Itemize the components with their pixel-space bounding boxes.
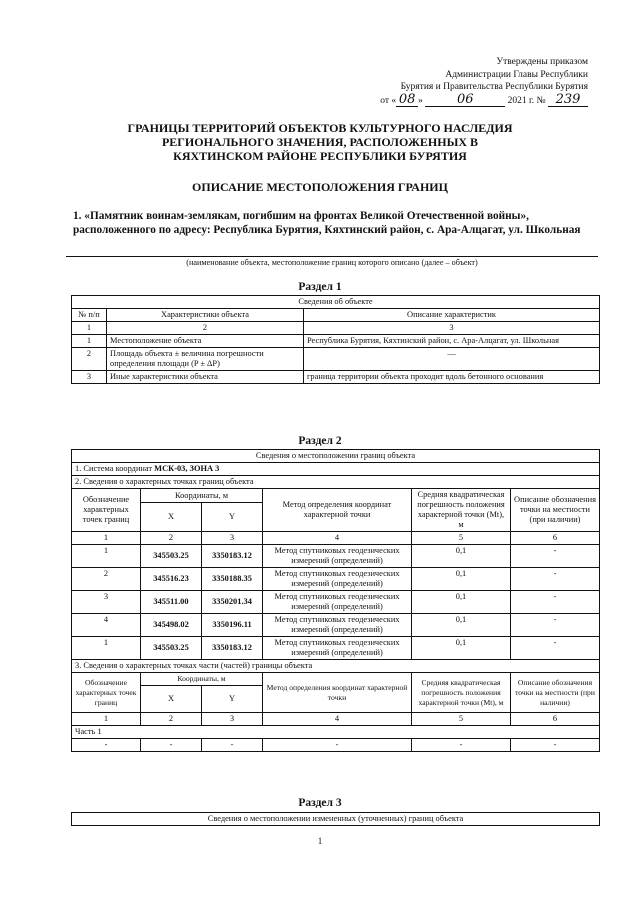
coord-x: 345498.02 [141, 614, 202, 637]
table-row [72, 348, 600, 371]
marker: - [511, 637, 600, 660]
approval-line-1: Утверждены приказом [496, 57, 588, 67]
coord-system [72, 463, 600, 476]
col-header: Обозначение характерных точек границ [72, 489, 141, 532]
part-cell: - [202, 739, 263, 752]
col-number: 5 [412, 532, 511, 545]
table-row [72, 591, 600, 614]
object-note: (наименование объекта, местоположение границ которого описано (далее – объект) [66, 256, 598, 267]
table-row [72, 614, 600, 637]
points-caption: 2. Сведения о характерных точках границ объекта [72, 476, 600, 489]
marker: - [511, 545, 600, 568]
col-number: 1 [72, 322, 107, 335]
method: Метод спутниковых геодезических измерений (определений) [263, 568, 412, 591]
row-name: Иные характеристики объекта [107, 371, 304, 384]
approval-day: 08 [396, 94, 418, 108]
row-desc: — [304, 348, 600, 371]
point-id: 2 [72, 568, 141, 591]
point-id: 4 [72, 614, 141, 637]
part-cell: - [412, 739, 511, 752]
col-header: Координаты, м [141, 673, 263, 686]
col-header: Метод определения координат характерной точки [263, 673, 412, 713]
table-row [72, 335, 600, 348]
marker: - [511, 591, 600, 614]
col-number: 6 [511, 532, 600, 545]
row-number: 3 [72, 371, 107, 384]
method: Метод спутниковых геодезических измерений (определений) [263, 545, 412, 568]
coord-y: 3350196.11 [202, 614, 263, 637]
coord-system-value: МСК-03, ЗОНА 3 [154, 464, 220, 473]
accuracy: 0,1 [412, 614, 511, 637]
col-number: 4 [263, 713, 412, 726]
section-3-heading: Раздел 3 [298, 797, 342, 809]
col-header: Обозначение характерных точек границ [72, 673, 141, 713]
row-desc: граница территории объекта проходит вдоль бетонного основания [304, 371, 600, 384]
part-cell: - [263, 739, 412, 752]
part-cell: - [511, 739, 600, 752]
coord-x: 345511.00 [141, 591, 202, 614]
col-header: Средняя квадратическая погрешность положения характерной точки (Mt), м [412, 489, 511, 532]
table-caption: Сведения о местоположении границ объекта [72, 450, 600, 463]
approval-line-3: Бурятия и Правительства Республики Бурятия [400, 82, 588, 92]
accuracy: 0,1 [412, 591, 511, 614]
part-cell: - [141, 739, 202, 752]
col-header: X [141, 686, 202, 713]
part-caption: 3. Сведения о характерных точках части (частей) границы объекта [72, 660, 600, 673]
from-label: от « [380, 95, 397, 106]
col-header: X [141, 503, 202, 532]
col-header: Координаты, м [141, 489, 263, 503]
section-2-heading: Раздел 2 [298, 435, 342, 447]
col-number: 1 [72, 532, 141, 545]
col-number: 2 [141, 532, 202, 545]
col-header: Характеристики объекта [107, 309, 304, 322]
row-number: 1 [72, 335, 107, 348]
coord-system-label: 1. Система координат [75, 464, 153, 473]
col-number: 6 [511, 713, 600, 726]
coord-x: 345516.23 [141, 568, 202, 591]
accuracy: 0,1 [412, 637, 511, 660]
col-header: № п/п [72, 309, 107, 322]
col-header: Метод определения координат характерной точки [263, 489, 412, 532]
point-id: 1 [72, 545, 141, 568]
month-sep: » [418, 95, 423, 106]
col-number: 3 [202, 532, 263, 545]
method: Метод спутниковых геодезических измерений (определений) [263, 591, 412, 614]
accuracy: 0,1 [412, 568, 511, 591]
section-2-table [71, 449, 600, 752]
col-header: Y [202, 686, 263, 713]
col-header: Описание обозначения точки на местности (при наличии) [511, 489, 600, 532]
marker: - [511, 614, 600, 637]
year-label: 2021 г. № [507, 95, 546, 106]
table-row [72, 545, 600, 568]
title-line: РЕГИОНАЛЬНОГО ЗНАЧЕНИЯ, РАСПОЛОЖЕННЫХ В [161, 135, 479, 149]
point-id: 1 [72, 637, 141, 660]
approval-stamp [328, 56, 588, 107]
page-number: 1 [317, 836, 323, 846]
row-name: Местоположение объекта [107, 335, 304, 348]
coord-y: 3350201.34 [202, 591, 263, 614]
row-number: 2 [72, 348, 107, 371]
approval-line-2: Администрации Главы Республики [445, 69, 588, 80]
col-number: 3 [202, 713, 263, 726]
col-number: 2 [107, 322, 304, 335]
col-number: 3 [304, 322, 600, 335]
row-desc: Республика Бурятия, Кяхтинский район, с. Ара-Алцагат, ул. Школьная [304, 335, 600, 348]
section-3-table [71, 812, 600, 826]
part-cell: - [72, 739, 141, 752]
object-name: 1. «Памятник воинам-землякам, погибшим на фронтах Великой Отечественной войны», расположенного по адресу: Республика Бурятия, Кяхтинский район, с. Ара-Алцагат, ул. Школьная [73, 210, 581, 236]
approval-month: 06 [425, 94, 505, 108]
coord-y: 3350183.12 [202, 545, 263, 568]
section-1-table [71, 295, 600, 384]
part-label: Часть 1 [72, 726, 600, 739]
point-id: 3 [72, 591, 141, 614]
col-number: 4 [263, 532, 412, 545]
row-name: Площадь объекта ± величина погрешности определения площади (P ± ΔP) [107, 348, 304, 371]
marker: - [511, 568, 600, 591]
col-header: Описание обозначения точки на местности (при наличии) [511, 673, 600, 713]
approval-number: 239 [548, 94, 588, 108]
table-caption: Сведения об объекте [72, 296, 600, 309]
coord-y: 3350188.35 [202, 568, 263, 591]
accuracy: 0,1 [412, 545, 511, 568]
method: Метод спутниковых геодезических измерений (определений) [263, 614, 412, 637]
coord-x: 345503.25 [141, 637, 202, 660]
table-caption: Сведения о местоположении измененных (уточненных) границ объекта [72, 813, 600, 826]
coord-x: 345503.25 [141, 545, 202, 568]
col-header: Описание характеристик [304, 309, 600, 322]
table-row [72, 739, 600, 752]
document-subtitle: ОПИСАНИЕ МЕСТОПОЛОЖЕНИЯ ГРАНИЦ [192, 180, 448, 194]
col-number: 2 [141, 713, 202, 726]
col-number: 5 [412, 713, 511, 726]
title-line: ГРАНИЦЫ ТЕРРИТОРИЙ ОБЪЕКТОВ КУЛЬТУРНОГО НАСЛЕДИЯ [127, 121, 513, 135]
title-line: КЯХТИНСКОМ РАЙОНЕ РЕСПУБЛИКИ БУРЯТИЯ [173, 149, 467, 163]
col-header: Y [202, 503, 263, 532]
method: Метод спутниковых геодезических измерений (определений) [263, 637, 412, 660]
col-header: Средняя квадратическая погрешность положения характерной точки (Mt), м [412, 673, 511, 713]
approval-date-line [328, 91, 588, 108]
table-row [72, 371, 600, 384]
coord-y: 3350183.12 [202, 637, 263, 660]
table-row [72, 568, 600, 591]
table-row [72, 637, 600, 660]
document-title [60, 121, 580, 163]
section-1-heading: Раздел 1 [298, 281, 342, 293]
col-number: 1 [72, 713, 141, 726]
